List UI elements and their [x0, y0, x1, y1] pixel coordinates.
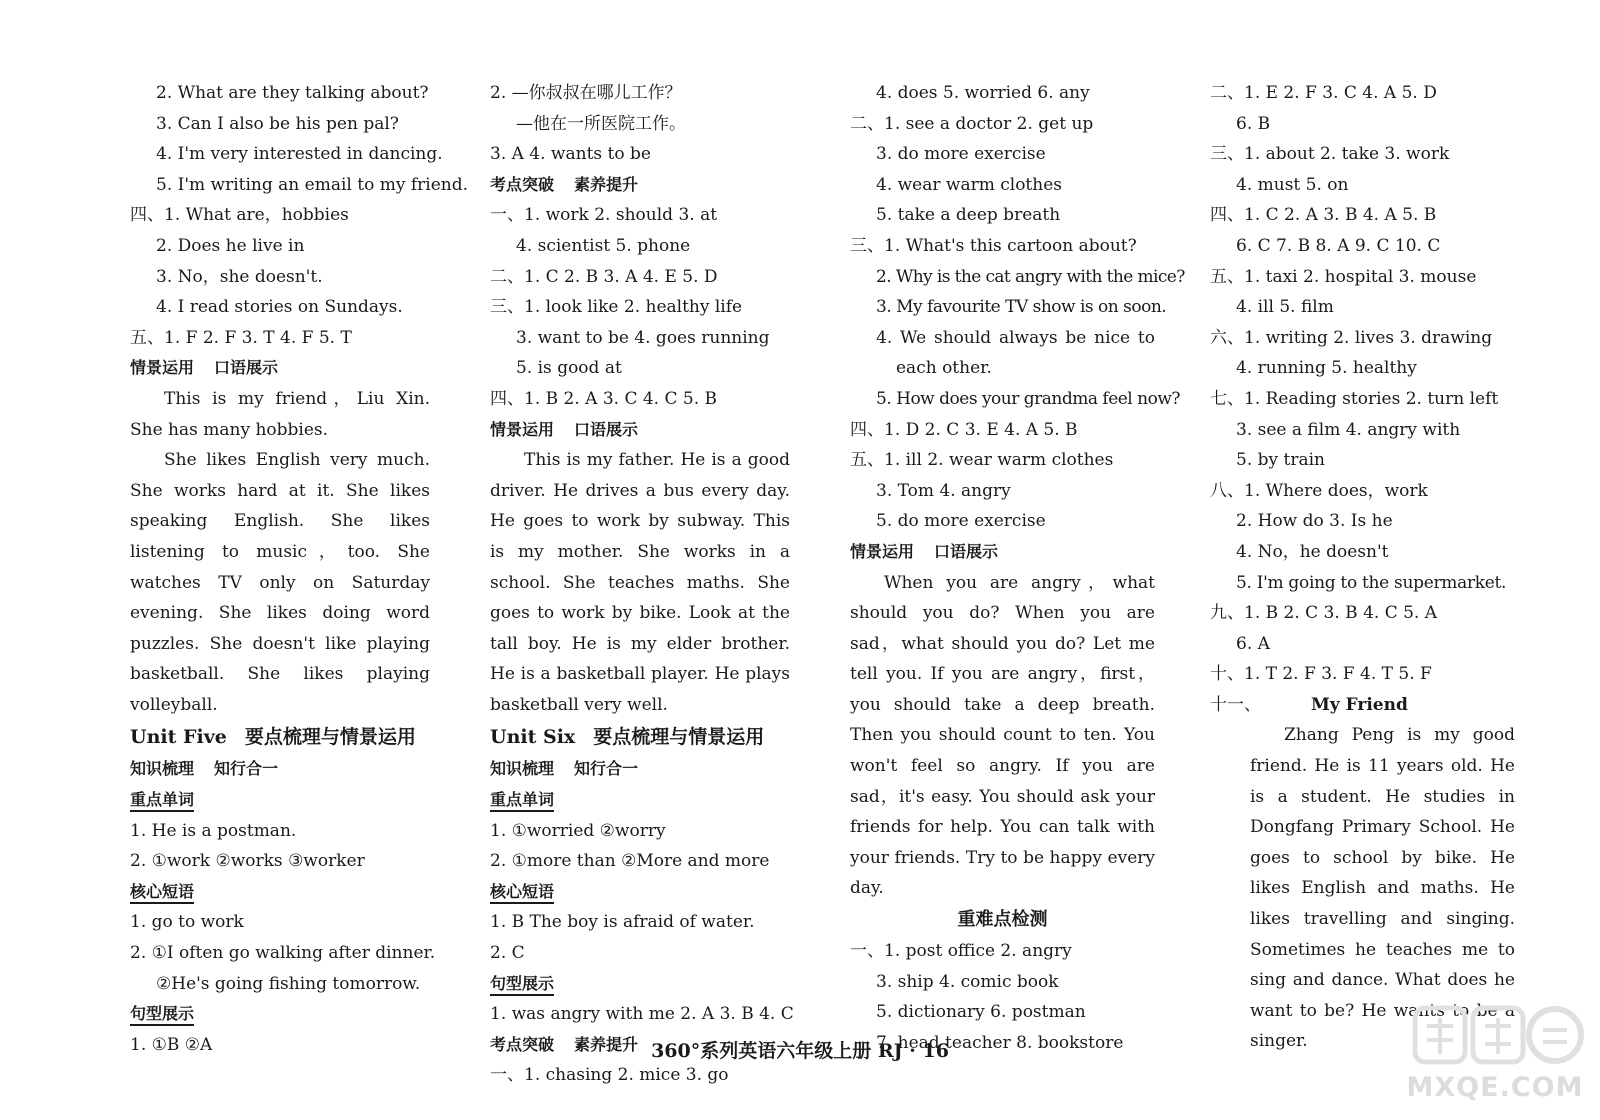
label-sentence-patterns: 句型展示 — [130, 999, 430, 1030]
section-heading: 情景运用 口语展示 — [130, 358, 279, 378]
answer-line: 1. He is a postman. — [130, 820, 297, 841]
section-heading: 知识梳理 知行合一 — [130, 759, 279, 779]
answer-line: 三、1. What's this cartoon about? — [850, 235, 1137, 256]
answer-line: 2. —你叔叔在哪儿工作？ — [490, 83, 682, 103]
answer-line: 4. wear warm clothes — [876, 174, 1062, 195]
answer-line: 一、1. chasing 2. mice 3. go — [490, 1065, 729, 1086]
answer-line: 一、1. post office 2. angry — [850, 941, 1072, 962]
answer-line: 5. is good at — [516, 358, 622, 379]
answer-line: 5. by train — [1236, 450, 1325, 471]
answer-line: 五、1. ill 2. wear warm clothes — [850, 450, 1114, 471]
essay-paragraph: Zhang Peng is my good friend. He is 11 years old. He is a student. He studies in Dongfang Primary School. He goes to school by bike. He likes English and maths. He likes travelling and singing. Sometimes he teaches me to sing and dance. What does he want to be? He wants to be a singer. — [1250, 725, 1515, 1052]
essay-heading: 十一、 My Friend — [1210, 694, 1408, 715]
answer-line: 四、1. What are，hobbies — [130, 205, 349, 226]
watermark-logo-icon — [1413, 1000, 1583, 1070]
section-heading: 情景运用 口语展示 — [850, 541, 999, 561]
answer-line: 1. ①B ②A — [130, 1034, 213, 1055]
answer-line: 2. Why is the cat angry with the mice? — [876, 266, 1185, 287]
answer-line: 2. Does he live in — [156, 235, 305, 256]
answer-line: 1. ①worried ②worry — [490, 820, 666, 841]
label-core-phrases: 核心短语 — [490, 877, 790, 908]
unit-title: Unit Five 要点梳理与情景运用 — [130, 726, 416, 749]
answer-line: 3. see a film 4. angry with — [1236, 419, 1461, 440]
answer-line: 1. go to work — [130, 912, 244, 933]
answer-line: 4. ill 5. film — [1236, 297, 1334, 318]
answer-line: 三、1. about 2. take 3. work — [1210, 144, 1450, 165]
section-heading: 考点突破 素养提升 — [490, 1034, 639, 1054]
essay-paragraph: When you are angry，what should you do? When you are sad，what should you do? Let me tell you. If you are angry，first，you should take a deep breath. Then you should count to ten. You won't feel so angry. If you are sad，it's easy. You should ask your friends for help. You can talk with your friends. Try to be happy every day. — [850, 572, 1155, 899]
unit-title: Unit Six 要点梳理与情景运用 — [490, 726, 765, 749]
label-key-words: 重点单词 — [130, 785, 430, 816]
essay-paragraph: She likes English very much. She works hard at it. She likes speaking English. She likes listening to music，too. She watches TV only on Saturday evening. She likes doing word puzzles. She doesn't like playing basketball. She likes playing volleyball. — [130, 450, 430, 715]
column-2 — [490, 78, 794, 1091]
column-1 — [130, 78, 468, 1060]
answer-line: 4. does 5. worried 6. any — [876, 83, 1090, 103]
answer-line: 4. I'm very interested in dancing. — [156, 144, 443, 165]
answer-line: 十、1. T 2. F 3. F 4. T 5. F — [1210, 664, 1432, 685]
label-sentence-patterns: 句型展示 — [490, 969, 790, 1000]
answer-line: 5. I'm going to the supermarket. — [1236, 572, 1507, 593]
answer-line: —他在一所医院工作。 — [516, 113, 686, 134]
answer-line: 2. ①I often go walking after dinner. — [130, 943, 436, 964]
watermark — [1395, 1000, 1595, 1110]
answer-line: 3. want to be 4. goes running — [516, 327, 770, 348]
answer-line: 二、1. see a doctor 2. get up — [850, 113, 1094, 134]
answer-line: 4. running 5. healthy — [1236, 358, 1417, 379]
answer-line: 七、1. Reading stories 2. turn left — [1210, 388, 1499, 409]
answer-line: 6. A — [1236, 633, 1270, 654]
answer-line: 2. ①more than ②More and more — [490, 851, 770, 872]
answer-line: 1. was angry with me 2. A 3. B 4. C — [490, 1004, 794, 1025]
answer-line: 4. I read stories on Sundays. — [156, 297, 403, 318]
answer-line: 八、1. Where does，work — [1210, 480, 1428, 501]
section-heading: 知识梳理 知行合一 — [490, 759, 639, 779]
answer-line: 五、1. taxi 2. hospital 3. mouse — [1210, 266, 1477, 287]
answer-wrapped: 4. We should always be nice to each other. — [876, 327, 1155, 379]
column-3 — [850, 78, 1185, 1058]
section-heading: 考点突破 素养提升 — [490, 174, 639, 194]
answer-line: 6. B — [1236, 113, 1271, 134]
answer-line: 四、1. C 2. A 3. B 4. A 5. B — [1210, 205, 1437, 226]
answer-line: 2. How do 3. Is he — [1236, 511, 1393, 532]
answer-line: 7. head teacher 8. bookstore — [876, 1032, 1124, 1053]
answer-line: 四、1. B 2. A 3. C 4. C 5. B — [490, 388, 718, 409]
answer-line: 2. What are they talking about? — [156, 83, 429, 103]
answer-line: 六、1. writing 2. lives 3. drawing — [1210, 327, 1493, 348]
answer-line: 3. Can I also be his pen pal? — [156, 113, 399, 134]
answer-line: 4. must 5. on — [1236, 174, 1349, 195]
test-section-title: 重难点检测 — [957, 909, 1048, 931]
answer-line: 2. C — [490, 943, 525, 964]
answer-line: 5. dictionary 6. postman — [876, 1002, 1086, 1023]
column-4 — [1210, 78, 1515, 1057]
answer-line: ②He's going fishing tomorrow. — [156, 973, 421, 994]
answer-line: 四、1. D 2. C 3. E 4. A 5. B — [850, 419, 1078, 440]
label-key-words: 重点单词 — [490, 785, 790, 816]
answer-line: 二、1. C 2. B 3. A 4. E 5. D — [490, 266, 718, 287]
essay-paragraph: This is my friend，Liu Xin. She has many hobbies. — [130, 388, 430, 440]
answer-line: 5. How does your grandma feel now? — [876, 388, 1180, 409]
answer-line: 3. No，she doesn't. — [156, 266, 323, 287]
answer-line: 4. No，he doesn't — [1236, 541, 1389, 562]
answer-line: 五、1. F 2. F 3. T 4. F 5. T — [130, 327, 352, 348]
answer-line: 6. C 7. B 8. A 9. C 10. C — [1236, 235, 1441, 256]
answer-line: 三、1. look like 2. healthy life — [490, 297, 743, 318]
section-heading: 情景运用 口语展示 — [490, 419, 639, 439]
answer-line: 4. scientist 5. phone — [516, 235, 691, 256]
answer-line: 3. Tom 4. angry — [876, 480, 1011, 501]
answer-line: 二、1. E 2. F 3. C 4. A 5. D — [1210, 83, 1437, 103]
label-core-phrases: 核心短语 — [130, 877, 430, 908]
answer-line: 3. A 4. wants to be — [490, 144, 651, 165]
answer-line: 5. take a deep breath — [876, 205, 1061, 226]
answer-line: 2. ①work ②works ③worker — [130, 851, 365, 872]
answer-line: 3. My favourite TV show is on soon. — [876, 297, 1167, 318]
answer-line: 5. do more exercise — [876, 511, 1046, 532]
answer-line: 1. B The boy is afraid of water. — [490, 912, 755, 933]
answer-line: 一、1. work 2. should 3. at — [490, 205, 718, 226]
answer-line: 3. do more exercise — [876, 144, 1046, 165]
page-footer: 360°系列英语六年级上册 RJ · 16 — [651, 1040, 949, 1062]
answer-line: 九、1. B 2. C 3. B 4. C 5. A — [1210, 603, 1438, 624]
essay-paragraph: This is my father. He is a good driver. He drives a bus every day. He goes to work by subway. This is my mother. She works in a school. She teaches maths. She goes to work by bike. Look at the tall boy. He is my elder brother. He is a basketball player. He plays basketball very well. — [490, 450, 790, 715]
watermark-url: MXQE.COM — [1406, 1072, 1584, 1103]
answer-line: 3. ship 4. comic book — [876, 971, 1059, 992]
answer-line: 5. I'm writing an email to my friend. — [156, 174, 468, 195]
